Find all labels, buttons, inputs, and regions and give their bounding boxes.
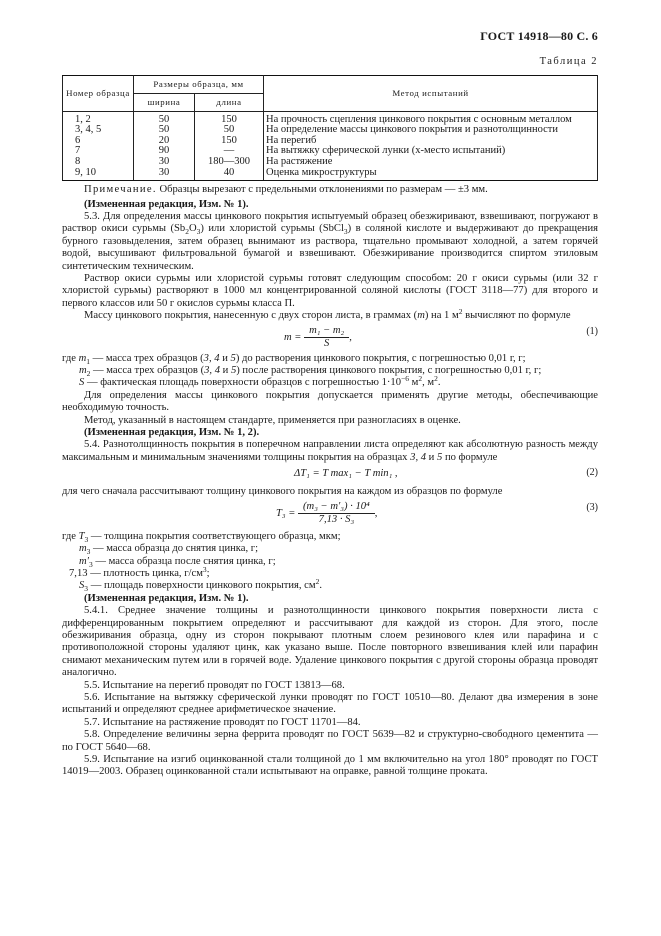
definition-m3-prime: $m'_3$ — масса образца после снятия цинка, г;	[79, 555, 276, 569]
formula-2: ΔT₁ = T max₁ − T min₁ , (2)	[294, 467, 598, 480]
note-label: Примечание.	[84, 184, 157, 196]
paragraph-5-9: 5.9. Испытание на изгиб оцинкованной стали толщиной до 1 мм включительно на угол 180° проводят по ГОСТ 14019—2003. Образец оцинкованной стали испытывают на оправке, равной толщине проката.	[62, 754, 598, 778]
amendment-note-2: (Измененная редакция, Изм. № 1, 2).	[84, 427, 260, 439]
cell-method: На прочность сцепления цинкового покрытия с основным металлом	[264, 111, 598, 125]
definition-s: S — фактическая площадь поверхности образцов с погрешностью $1\cdot 10^{-6}$ $м^2$, $м^2$.	[79, 374, 441, 389]
page-header: ГОСТ 14918—80 С. 6	[480, 29, 598, 43]
paragraph-5-6: 5.6. Испытание на вытяжку сферической лунки проводят по ГОСТ 10510—80. Делают два измерения в зоне испытаний и определяют среднее арифметическое значение.	[62, 691, 598, 716]
cell-method: На вытяжку сферической лунки (x-место испытаний)	[264, 146, 598, 157]
cell-width: 30	[134, 168, 195, 181]
paragraph-5-4-1: 5.4.1. Среднее значение толщины и разнотолщинности цинкового покрытия поверхности листа с дифференцированным покрытием определяют и рассчитывают для каждой из сторон. Для этого, после обезжиривания образца, одну из сторон покрывают плотным слоем резинового клея или парафина и с противоположной стороны удаляют цинк, как указано выше. После повторного взвешивания клей или парафин снимают механическим путем или в горячей воде. Удаление цинкового покрытия с другой стороны образца проводят аналогично.	[62, 605, 598, 679]
paragraph-5-5: 5.5. Испытание на перегиб проводят по ГОСТ 13813—68.	[84, 679, 345, 691]
document-page	[62, 30, 598, 779]
formula-number: (1)	[586, 325, 598, 337]
column-header-length: длина	[195, 94, 264, 112]
definition-m3: $m_3$ — масса образца до снятия цинка, г;	[79, 543, 259, 557]
paragraph-5-3: 5.3. Для определения массы цинкового покрытия испытуемый образец обезжиривают, взвешивают, погружают в раствор окиси сурьмы $(Sb_2O_3)$ или хлористой сурьмы (SbCl$_3$) в соляной кислоте и выдерживают до прекращения бурного газовыделения, затем образец вынимают из раствора, тщательно промывают холодной, а затем горячей водой, высушивают фильтровальной бумагой и взвешивают. Обезжиривание производится спиртом этиловым синтетическим техническим.	[62, 210, 598, 272]
column-header-width: ширина	[134, 94, 195, 112]
paragraph-mass: Массу цинкового покрытия, нанесенную с двух сторон листа, в граммах (m) на 1 $м^2$ вычисляют по формуле	[84, 307, 571, 322]
column-header-sizes: Размеры образца, мм	[134, 76, 264, 94]
paragraph-calc: для чего сначала рассчитывают толщину цинкового покрытия на каждом из образцов по формуле	[62, 486, 503, 498]
cell-width: 20	[134, 136, 195, 147]
amendment-note-1: (Измененная редакция, Изм. № 1).	[84, 198, 249, 210]
cell-number: 9, 10	[63, 168, 134, 181]
cell-length: —	[195, 146, 264, 157]
cell-method: На перегиб	[264, 136, 598, 147]
paragraph-solution: Раствор окиси сурьмы или хлористой сурьмы готовят следующим способом: 20 г окиси сурьмы (или 32 г хлористой сурьмы) растворяют в 1000 мл концентрированной соляной кислоты (ГОСТ 3118—77) для второго и первого классов или 50 г окислов сурьмы класса П.	[62, 273, 598, 309]
cell-number: 1, 2	[63, 111, 134, 125]
cell-method: На растяжение	[264, 157, 598, 168]
definition-m2: $m_2$ — масса трех образцов (3, 4 и 5) после растворения цинкового покрытия, с погрешностью 0,01 г, г;	[79, 365, 542, 379]
paragraph-5-7: 5.7. Испытание на растяжение проводят по ГОСТ 11701—84.	[84, 716, 361, 728]
definition-s3: $S_3$ — площадь поверхности цинкового покрытия, $см^2$.	[79, 577, 322, 594]
table-caption: Таблица 2	[539, 56, 598, 67]
paragraph-5-4: 5.4. Разнотолщинность покрытия в поперечном направлении листа определяют как абсолютную разность между максимальным и минимальным значениями толщины покрытия на образцах 3, 4 и 5 по формуле	[62, 439, 598, 463]
formula-1: m = $\frac{\text{m₁ − m₂}}{S}$ , (1)	[284, 324, 598, 349]
cell-width: 50	[134, 111, 195, 125]
cell-number: 7	[63, 146, 134, 157]
cell-length: 40	[195, 168, 264, 181]
table-note	[62, 184, 598, 196]
cell-number: 3, 4, 5	[63, 125, 134, 136]
table-row	[63, 111, 598, 125]
paragraph-other-methods: Для определения массы цинкового покрытия допускается применять другие методы, обеспечивающие необходимую точность.	[62, 389, 598, 414]
definition-t3: где $T_3$ — толщина покрытия соответствующего образца, мкм;	[62, 530, 341, 544]
note-text: Образцы вырезают с предельными отклонениями по размерам — ±3 мм.	[159, 184, 488, 196]
cell-width: 90	[134, 146, 195, 157]
cell-length: 180—300	[195, 157, 264, 168]
table-row	[63, 168, 598, 181]
formula-number: (3)	[586, 501, 598, 513]
table-row	[63, 157, 598, 168]
amendment-note-3: (Измененная редакция, Изм. № 1).	[84, 592, 249, 604]
cell-number: 6	[63, 136, 134, 147]
formula-3: T₃ = $\frac{\text{(m₃ − m′₃) · 10⁴}}{\text{7,13 · S₃}}$ , (3)	[276, 500, 598, 525]
paragraph-5-8: 5.8. Определение величины зерна феррита проводят по ГОСТ 5639—82 и структурно-свободного цементита — по ГОСТ 5640—68.	[62, 729, 598, 753]
definition-m1: где $m_1$ — масса трех образцов (3, 4 и 5) до растворения цинкового покрытия, с погрешностью 0,01 г, г;	[62, 352, 526, 366]
test-methods-table	[62, 75, 598, 181]
cell-method: На определение массы цинкового покрытия и разнотолщинности	[264, 125, 598, 136]
table-row	[63, 125, 598, 136]
formula-number: (2)	[586, 467, 598, 479]
cell-width: 30	[134, 157, 195, 168]
paragraph-disagreement: Метод, указанный в настоящем стандарте, применяется при разногласиях в оценке.	[84, 414, 461, 426]
column-header-number: Номер образца	[63, 76, 134, 111]
cell-number: 8	[63, 157, 134, 168]
definition-density: 7,13 — плотность цинка, $г/см^3$;	[69, 564, 210, 579]
cell-length: 150	[195, 111, 264, 125]
column-header-method: Метод испытаний	[264, 76, 598, 111]
cell-length: 50	[195, 125, 264, 136]
cell-length: 150	[195, 136, 264, 147]
cell-width: 50	[134, 125, 195, 136]
cell-method: Оценка микроструктуры	[264, 168, 598, 181]
